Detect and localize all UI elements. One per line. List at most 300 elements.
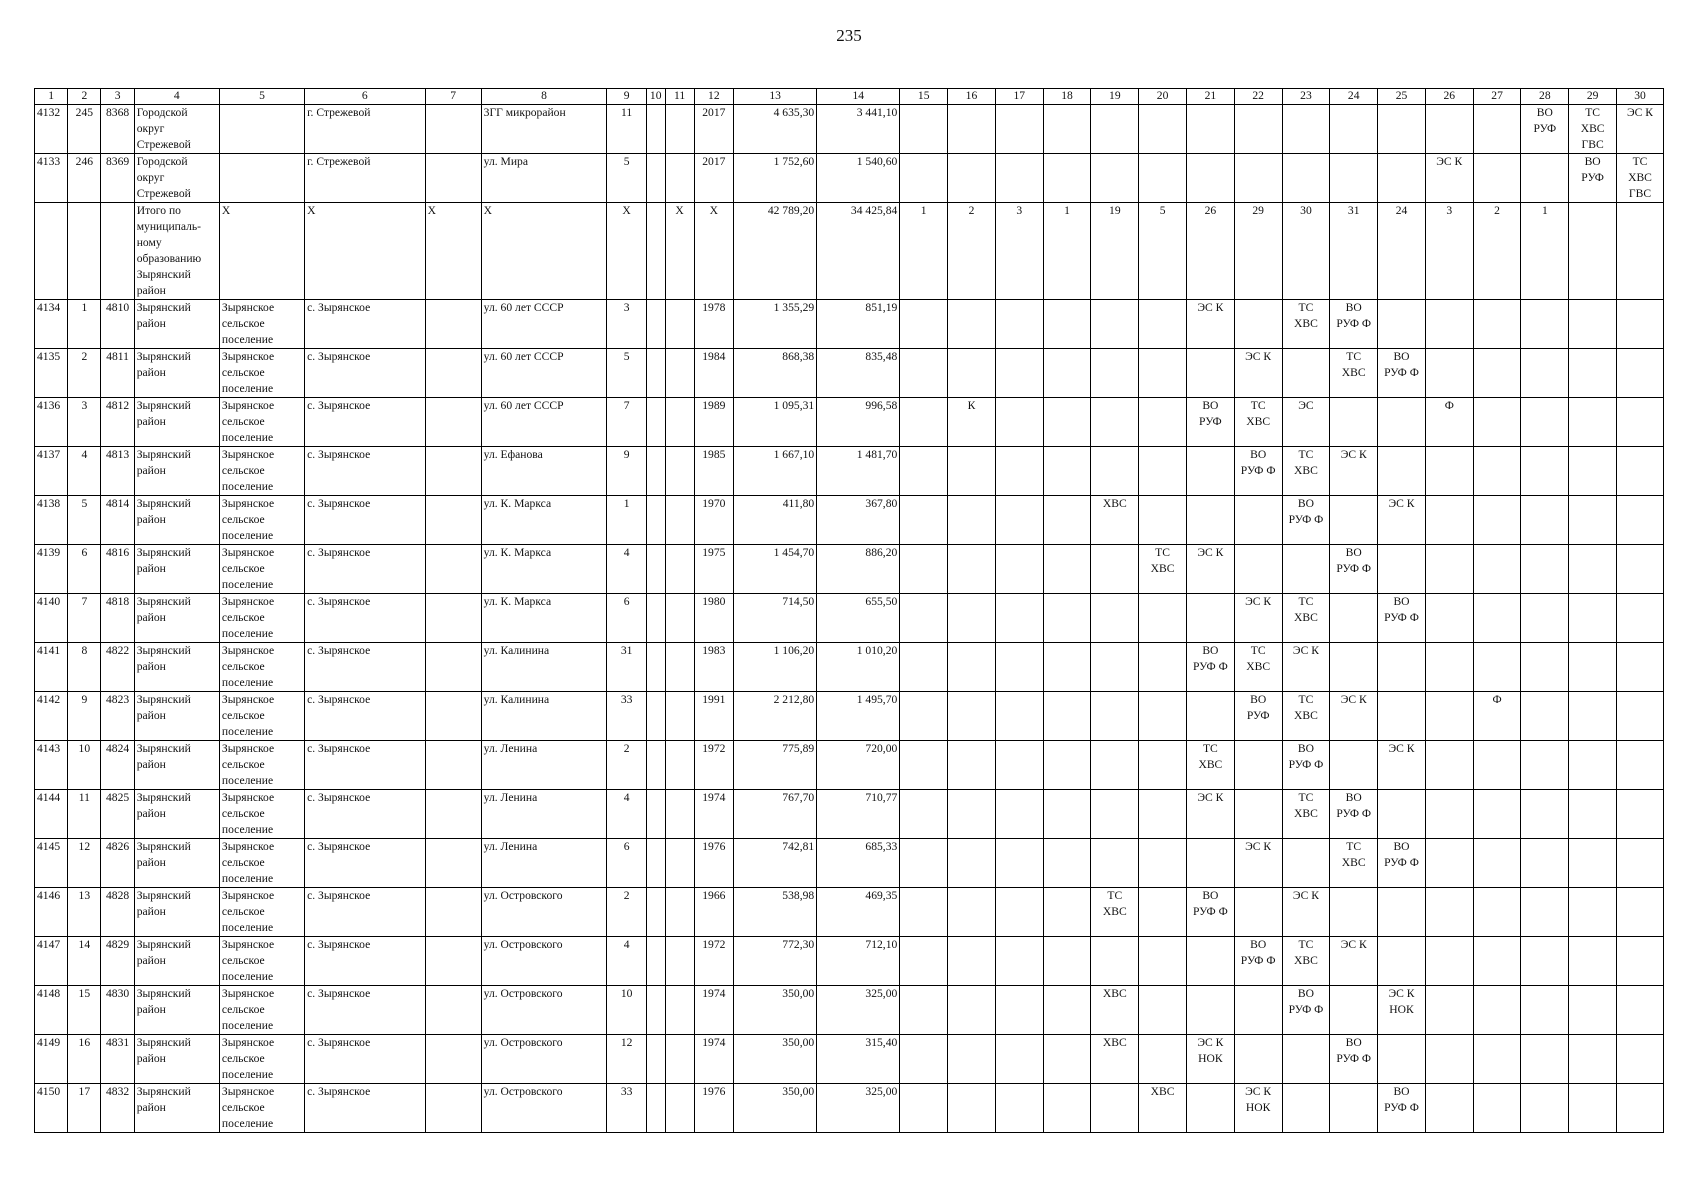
table-cell-col-3 [101, 447, 134, 496]
table-cell-col-29 [1569, 300, 1617, 349]
table-cell-col-1 [35, 447, 68, 496]
table-cell-col-7 [425, 1035, 481, 1084]
table-cell-col-9 [607, 349, 646, 398]
table-cell-col-17 [995, 790, 1043, 839]
table-cell-col-21 [1186, 398, 1234, 447]
table-cell-col-12 [694, 154, 733, 203]
cell-text: 6 [623, 595, 630, 608]
cell-text: ТС ХВС [1246, 399, 1271, 428]
cell-text: 4816 [105, 546, 130, 559]
table-cell-col-3 [101, 545, 134, 594]
cell-text: 2 [623, 889, 630, 902]
table-cell-col-22 [1234, 692, 1282, 741]
table-cell-col-6 [305, 1084, 426, 1133]
table-cell-col-18 [1043, 986, 1091, 1035]
table-row [35, 496, 1664, 545]
table-cell-col-29 [1569, 154, 1617, 203]
table-cell-col-15 [900, 203, 948, 300]
table-cell-col-6 [305, 839, 426, 888]
cell-text: 4149 [37, 1036, 61, 1049]
table-cell-col-27 [1473, 986, 1521, 1035]
column-header-1: 1 [35, 89, 68, 105]
table-cell-col-21 [1186, 447, 1234, 496]
table-cell-col-10 [646, 496, 665, 545]
table-cell-col-26 [1425, 398, 1473, 447]
table-cell-col-23 [1282, 105, 1330, 154]
cell-text: 4818 [105, 595, 130, 608]
cell-text: 4 635,30 [773, 106, 815, 119]
table-cell-col-18 [1043, 937, 1091, 986]
table-cell-col-4 [134, 986, 219, 1035]
cell-text: 5 [623, 155, 630, 168]
cell-text: ТС ХВС ГВС [1628, 155, 1652, 200]
table-cell-col-24 [1330, 790, 1378, 839]
table-cell-col-28 [1521, 496, 1569, 545]
cell-text: Зырянское сельское поселение [221, 448, 275, 493]
table-cell-col-23 [1282, 888, 1330, 937]
table-cell-col-1 [35, 888, 68, 937]
table-cell-col-25 [1378, 545, 1426, 594]
column-header-4: 4 [134, 89, 219, 105]
table-cell-col-14 [817, 1035, 900, 1084]
column-header-18: 18 [1043, 89, 1091, 105]
table-cell-col-25 [1378, 986, 1426, 1035]
table-cell-col-5 [219, 105, 304, 154]
table-cell-col-18 [1043, 643, 1091, 692]
table-row [35, 692, 1664, 741]
cell-text: 31 [1347, 204, 1360, 217]
table-cell-col-24 [1330, 545, 1378, 594]
table-cell-col-7 [425, 349, 481, 398]
cell-text: 1976 [702, 1085, 726, 1098]
table-cell-col-17 [995, 1035, 1043, 1084]
cell-text: ЭС К [1245, 595, 1272, 608]
cell-text: ЭС К [1340, 938, 1367, 951]
table-cell-col-26 [1425, 692, 1473, 741]
table-cell-col-29 [1569, 741, 1617, 790]
table-cell-col-3 [101, 986, 134, 1035]
table-cell-col-8 [481, 1035, 607, 1084]
table-cell-col-27 [1473, 398, 1521, 447]
table-cell-col-30 [1617, 741, 1664, 790]
table-cell-col-9 [607, 1084, 646, 1133]
table-cell-col-3 [101, 594, 134, 643]
table-cell-col-8 [481, 203, 607, 300]
table-cell-col-23 [1282, 1035, 1330, 1084]
table-cell-col-24 [1330, 203, 1378, 300]
table-cell-col-21 [1186, 790, 1234, 839]
column-header-15: 15 [900, 89, 948, 105]
table-cell-col-1 [35, 349, 68, 398]
table-cell-col-6 [305, 349, 426, 398]
table-cell-col-7 [425, 447, 481, 496]
table-cell-col-5 [219, 986, 304, 1035]
table-cell-col-10 [646, 545, 665, 594]
column-header-13: 13 [734, 89, 817, 105]
cell-text: ЭС К [1245, 840, 1272, 853]
cell-text: ул. К. Маркса [483, 497, 552, 510]
table-cell-col-19 [1091, 1084, 1139, 1133]
table-cell-col-27 [1473, 105, 1521, 154]
table-cell-col-2 [68, 1084, 101, 1133]
table-cell-col-11 [665, 349, 694, 398]
table-cell-col-11 [665, 545, 694, 594]
cell-text: Зырянское сельское поселение [221, 644, 275, 689]
table-cell-col-10 [646, 203, 665, 300]
table-cell-col-4 [134, 447, 219, 496]
table-cell-col-1 [35, 643, 68, 692]
table-cell-col-27 [1473, 154, 1521, 203]
column-header-17: 17 [995, 89, 1043, 105]
table-cell-col-2 [68, 398, 101, 447]
table-cell-col-11 [665, 937, 694, 986]
table-cell-col-17 [995, 839, 1043, 888]
column-header-24: 24 [1330, 89, 1378, 105]
table-cell-col-2 [68, 594, 101, 643]
table-cell-col-8 [481, 545, 607, 594]
table-cell-col-14 [817, 888, 900, 937]
table-cell-col-29 [1569, 986, 1617, 1035]
table-cell-col-11 [665, 105, 694, 154]
cell-text: 2 [968, 204, 975, 217]
table-cell-col-21 [1186, 594, 1234, 643]
table-row [35, 888, 1664, 937]
cell-text: 720,00 [865, 742, 898, 755]
table-cell-col-15 [900, 643, 948, 692]
table-cell-col-5 [219, 741, 304, 790]
table-cell-col-13 [734, 349, 817, 398]
cell-text: 835,48 [865, 350, 898, 363]
cell-text: ЭС К [1340, 693, 1367, 706]
table-row [35, 300, 1664, 349]
table-cell-col-5 [219, 643, 304, 692]
table-cell-col-18 [1043, 790, 1091, 839]
table-cell-col-20 [1139, 447, 1187, 496]
table-cell-col-23 [1282, 937, 1330, 986]
table-cell-col-9 [607, 643, 646, 692]
cell-text: 3 [1446, 204, 1453, 217]
table-cell-col-23 [1282, 839, 1330, 888]
table-cell-col-11 [665, 1084, 694, 1133]
cell-text: ЭС [1298, 399, 1314, 412]
table-cell-col-22 [1234, 1035, 1282, 1084]
cell-text: ХВС [1150, 1085, 1175, 1098]
cell-text: 1974 [702, 1036, 726, 1049]
table-cell-col-4 [134, 1084, 219, 1133]
table-cell-col-17 [995, 300, 1043, 349]
table-cell-col-1 [35, 1084, 68, 1133]
cell-text: 246 [75, 155, 94, 168]
table-cell-col-5 [219, 349, 304, 398]
cell-text: 1 752,60 [773, 155, 815, 168]
table-cell-col-8 [481, 105, 607, 154]
table-cell-col-22 [1234, 203, 1282, 300]
table-cell-col-12 [694, 888, 733, 937]
table-cell-col-23 [1282, 741, 1330, 790]
table-cell-col-12 [694, 1084, 733, 1133]
table-cell-col-5 [219, 594, 304, 643]
table-cell-col-7 [425, 790, 481, 839]
table-cell-col-7 [425, 643, 481, 692]
table-cell-col-14 [817, 741, 900, 790]
cell-text: 538,98 [782, 889, 815, 902]
cell-text: 3ГГ микрорайон [483, 106, 566, 119]
table-cell-col-17 [995, 741, 1043, 790]
table-cell-col-22 [1234, 741, 1282, 790]
cell-text: Зырянский район [136, 1085, 191, 1114]
table-cell-col-19 [1091, 643, 1139, 692]
cell-text: 655,50 [865, 595, 898, 608]
cell-text: Зырянское сельское поселение [221, 1085, 275, 1130]
table-cell-col-14 [817, 790, 900, 839]
table-cell-col-20 [1139, 203, 1187, 300]
table-cell-col-7 [425, 1084, 481, 1133]
table-cell-col-26 [1425, 1035, 1473, 1084]
table-cell-col-26 [1425, 839, 1473, 888]
table-cell-col-7 [425, 105, 481, 154]
cell-text: 8 [81, 644, 88, 657]
table-cell-col-12 [694, 496, 733, 545]
cell-text: ул. Ленина [483, 742, 538, 755]
table-cell-col-13 [734, 839, 817, 888]
table-cell-col-19 [1091, 1035, 1139, 1084]
cell-text: Зырянский район [136, 595, 191, 624]
table-cell-col-19 [1091, 692, 1139, 741]
column-header-6: 6 [305, 89, 426, 105]
table-cell-col-25 [1378, 692, 1426, 741]
table-cell-col-5 [219, 154, 304, 203]
table-cell-col-25 [1378, 839, 1426, 888]
cell-text: с. Зырянское [307, 595, 371, 608]
cell-text: 4140 [37, 595, 61, 608]
table-cell-col-8 [481, 594, 607, 643]
table-cell-col-13 [734, 692, 817, 741]
table-cell-col-6 [305, 105, 426, 154]
table-cell-col-3 [101, 888, 134, 937]
table-cell-col-26 [1425, 154, 1473, 203]
table-cell-col-9 [607, 447, 646, 496]
table-cell-col-4 [134, 105, 219, 154]
table-cell-col-2 [68, 105, 101, 154]
table-cell-col-24 [1330, 398, 1378, 447]
cell-text: ВО РУФ [1246, 693, 1270, 722]
table-cell-col-14 [817, 986, 900, 1035]
table-cell-col-19 [1091, 594, 1139, 643]
table-cell-col-6 [305, 790, 426, 839]
table-cell-col-20 [1139, 937, 1187, 986]
table-cell-col-15 [900, 447, 948, 496]
cell-text: 1 [920, 204, 927, 217]
table-cell-col-25 [1378, 203, 1426, 300]
cell-text: 3 [623, 301, 630, 314]
column-header-7: 7 [425, 89, 481, 105]
table-cell-col-19 [1091, 986, 1139, 1035]
cell-text: с. Зырянское [307, 546, 371, 559]
cell-text: 4144 [37, 791, 61, 804]
table-cell-col-27 [1473, 1035, 1521, 1084]
table-cell-col-15 [900, 986, 948, 1035]
cell-text: ЭС К НОК [1197, 1036, 1224, 1065]
table-cell-col-6 [305, 594, 426, 643]
table-cell-col-22 [1234, 594, 1282, 643]
table-cell-col-5 [219, 790, 304, 839]
table-cell-col-15 [900, 398, 948, 447]
table-cell-col-22 [1234, 398, 1282, 447]
column-header-21: 21 [1186, 89, 1234, 105]
table-cell-col-7 [425, 496, 481, 545]
table-cell-col-30 [1617, 398, 1664, 447]
cell-text: 4829 [105, 938, 130, 951]
cell-text: ул. Ленина [483, 840, 538, 853]
table-cell-col-12 [694, 447, 733, 496]
table-cell-col-16 [948, 203, 996, 300]
table-cell-col-21 [1186, 349, 1234, 398]
table-cell-col-15 [900, 154, 948, 203]
table-cell-col-4 [134, 1035, 219, 1084]
cell-text: 1985 [702, 448, 726, 461]
table-cell-col-5 [219, 692, 304, 741]
cell-text: с. Зырянское [307, 301, 371, 314]
table-cell-col-1 [35, 398, 68, 447]
cell-text: ЭС К [1340, 448, 1367, 461]
table-cell-col-17 [995, 986, 1043, 1035]
table-cell-col-20 [1139, 643, 1187, 692]
table-cell-col-23 [1282, 545, 1330, 594]
table-cell-col-25 [1378, 790, 1426, 839]
cell-text: 1983 [702, 644, 726, 657]
table-cell-col-14 [817, 594, 900, 643]
table-cell-col-9 [607, 154, 646, 203]
table-cell-col-2 [68, 496, 101, 545]
cell-text: 15 [78, 987, 91, 1000]
cell-text: 9 [81, 693, 88, 706]
cell-text: 1 [1541, 204, 1548, 217]
table-cell-col-29 [1569, 594, 1617, 643]
table-cell-col-28 [1521, 790, 1569, 839]
cell-text: 469,35 [865, 889, 898, 902]
table-cell-col-5 [219, 496, 304, 545]
table-cell-col-20 [1139, 398, 1187, 447]
cell-text: ТС ХВС [1246, 644, 1271, 673]
housing-register-table [34, 88, 1664, 1133]
cell-text: ВО РУФ Ф [1336, 546, 1372, 575]
cell-text: 29 [1252, 204, 1264, 217]
table-cell-col-10 [646, 839, 665, 888]
cell-text: 1 106,20 [773, 644, 815, 657]
table-row [35, 937, 1664, 986]
cell-text: Зырянское сельское поселение [221, 742, 275, 787]
table-cell-col-14 [817, 1084, 900, 1133]
cell-text: ВО РУФ [1199, 399, 1222, 428]
table-cell-col-12 [694, 643, 733, 692]
page-number: 235 [836, 26, 862, 45]
cell-text: с. Зырянское [307, 938, 371, 951]
cell-text: Зырянский район [136, 938, 191, 967]
column-header-5: 5 [219, 89, 304, 105]
table-cell-col-28 [1521, 447, 1569, 496]
table-cell-col-21 [1186, 300, 1234, 349]
table-cell-col-5 [219, 839, 304, 888]
table-cell-col-28 [1521, 839, 1569, 888]
table-cell-col-16 [948, 496, 996, 545]
table-cell-col-10 [646, 1084, 665, 1133]
cell-text: 4828 [105, 889, 130, 902]
cell-text: 10 [620, 987, 633, 1000]
cell-text: 2017 [702, 106, 726, 119]
cell-text: 4824 [105, 742, 130, 755]
table-cell-col-17 [995, 692, 1043, 741]
table-cell-col-3 [101, 154, 134, 203]
table-cell-col-28 [1521, 398, 1569, 447]
table-cell-col-30 [1617, 1035, 1664, 1084]
table-cell-col-23 [1282, 300, 1330, 349]
cell-text: ул. Островского [483, 889, 563, 902]
table-cell-col-16 [948, 300, 996, 349]
table-cell-col-15 [900, 594, 948, 643]
table-cell-col-6 [305, 643, 426, 692]
table-cell-col-27 [1473, 545, 1521, 594]
table-cell-col-16 [948, 349, 996, 398]
cell-text: 685,33 [865, 840, 898, 853]
table-cell-col-23 [1282, 496, 1330, 545]
table-cell-col-14 [817, 643, 900, 692]
table-row [35, 154, 1664, 203]
table-cell-col-25 [1378, 594, 1426, 643]
cell-text: 4135 [37, 350, 61, 363]
table-cell-col-18 [1043, 594, 1091, 643]
column-header-22: 22 [1234, 89, 1282, 105]
table-cell-col-5 [219, 545, 304, 594]
cell-text: 2 [81, 350, 88, 363]
table-cell-col-7 [425, 937, 481, 986]
table-cell-col-23 [1282, 692, 1330, 741]
table-cell-col-6 [305, 300, 426, 349]
table-cell-col-22 [1234, 839, 1282, 888]
table-cell-col-4 [134, 203, 219, 300]
table-cell-col-4 [134, 888, 219, 937]
table-cell-col-27 [1473, 447, 1521, 496]
cell-text: X [307, 204, 316, 217]
table-cell-col-27 [1473, 692, 1521, 741]
cell-text: ТС ХВС [1294, 595, 1318, 624]
table-row [35, 105, 1664, 154]
table-cell-col-3 [101, 741, 134, 790]
cell-text: 1 540,60 [856, 155, 898, 168]
table-cell-col-3 [101, 1084, 134, 1133]
table-cell-col-22 [1234, 300, 1282, 349]
table-cell-col-6 [305, 398, 426, 447]
cell-text: 3 [1016, 204, 1023, 217]
cell-text: ул. Островского [483, 938, 563, 951]
cell-text: с. Зырянское [307, 1085, 371, 1098]
table-cell-col-16 [948, 105, 996, 154]
table-cell-col-26 [1425, 496, 1473, 545]
table-cell-col-14 [817, 496, 900, 545]
table-cell-col-16 [948, 986, 996, 1035]
table-cell-col-20 [1139, 1084, 1187, 1133]
cell-text: ЭС К [1292, 644, 1319, 657]
cell-text: 2 [1494, 204, 1500, 217]
cell-text: 886,20 [865, 546, 898, 559]
table-cell-col-21 [1186, 986, 1234, 1035]
table-cell-col-13 [734, 1035, 817, 1084]
table-cell-col-16 [948, 643, 996, 692]
cell-text: Зырянский район [136, 546, 191, 575]
table-cell-col-25 [1378, 888, 1426, 937]
table-cell-col-4 [134, 154, 219, 203]
table-cell-col-28 [1521, 1035, 1569, 1084]
table-cell-col-11 [665, 300, 694, 349]
